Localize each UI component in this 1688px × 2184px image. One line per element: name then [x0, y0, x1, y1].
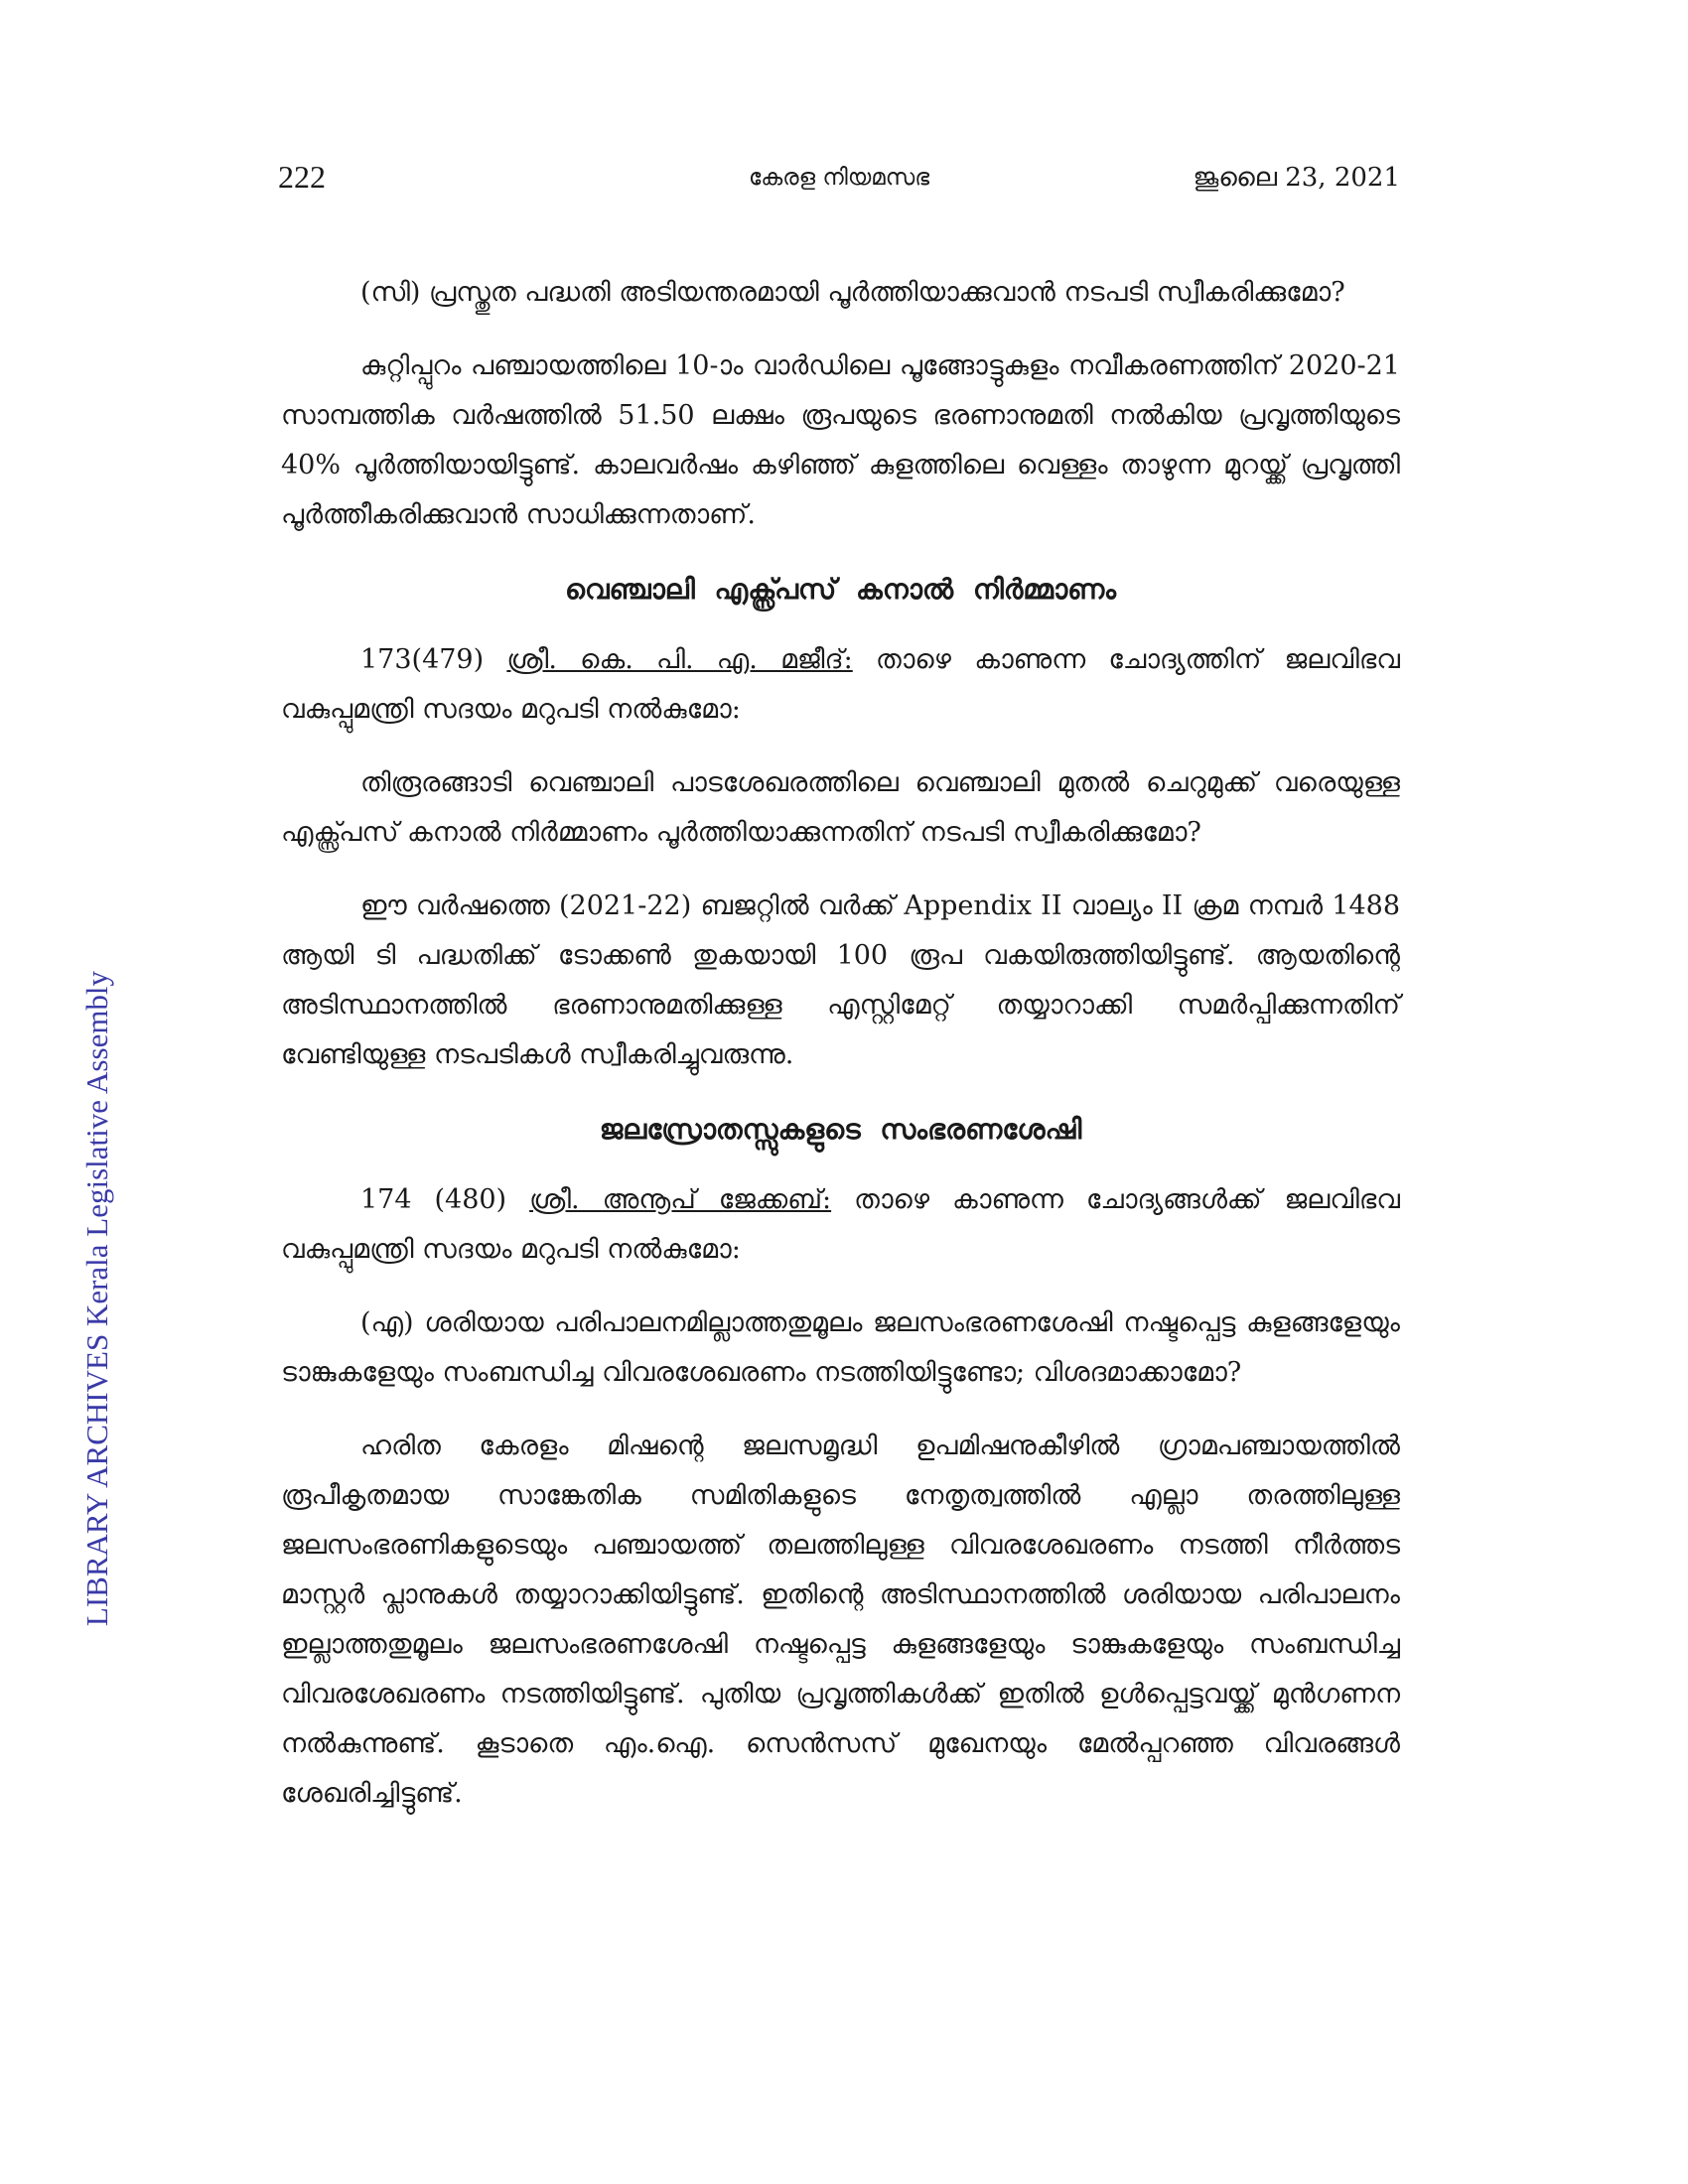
page-body — [281, 268, 1400, 1843]
question-intro: താഴെ കാണുന്ന ചോദ്യത്തിന് ജലവിഭവ വകുപ്പുമന്ത്രി സദയം മറുപടി നൽകുമോ: — [281, 644, 1400, 725]
paragraph-question-c: (സി) പ്രസ്തുത പദ്ധതി അടിയന്തരമായി പൂർത്തിയാക്കുവാൻ നടപടി സ്വീകരിക്കുമോ? — [360, 277, 1345, 308]
question-number: 173(479) — [360, 644, 485, 675]
page-header — [278, 159, 1400, 208]
member-name: ശ്രീ. അനൂപ് ജേക്കബ്: — [529, 1184, 832, 1215]
archive-watermark: LIBRARY ARCHIVES Kerala Legislative Assembly — [79, 970, 114, 1627]
question-number: 174 (480) — [360, 1184, 507, 1215]
section-heading-canal: വെഞ്ചാലി എക്സ്പ്രസ് കനാൽ നിർമ്മാണം — [564, 573, 1117, 606]
question-173 — [281, 635, 1400, 735]
question-174 — [281, 1175, 1400, 1275]
paragraph-answer-canal: ഈ വർഷത്തെ (2021-22) ബജറ്റിൽ വർക്ക് Appendix II വാല്യം II ക്രമ നമ്പർ 1488 ആയി ടി പദ്ധതിക്ക് ടോക്കൺ തുകയായി 100 രൂപ വകയിരുത്തിയിട്ടുണ്ട്. ആയതിന്റെ അടിസ്ഥാനത്തിൽ ഭരണാനുമതിക്കുള്ള എസ്റ്റിമേറ്റ് തയ്യാറാക്കി സമർപ്പിക്കുന്നതിന് വേണ്ടിയുള്ള നടപടികൾ സ്വീകരിച്ചുവരുന്നു. — [281, 890, 1400, 1070]
member-name: ശ്രീ. കെ. പി. എ. മജീദ്: — [506, 644, 853, 675]
paragraph-question-a: (എ) ശരിയായ പരിപാലനമില്ലാത്തതുമൂലം ജലസംഭരണശേഷി നഷ്ടപ്പെട്ട കുളങ്ങളേയും ടാങ്കുകളേയും സംബന്ധിച്ച വിവരശേഖരണം നടത്തിയിട്ടുണ്ടോ; വിശദമാക്കാമോ? — [281, 1307, 1400, 1388]
header-date: ജൂലൈ 23, 2021 — [1193, 163, 1400, 193]
header-title: കേരള നിയമസഭ — [748, 165, 930, 191]
paragraph-question-canal: തിരൂരങ്ങാടി വെഞ്ചാലി പാടശേഖരത്തിലെ വെഞ്ചാലി മുതൽ ചെറുമുക്ക് വരെയുള്ള എക്സ്പ്രസ് കനാൽ നിർമ്മാണം പൂർത്തിയാക്കുന്നതിന് നടപടി സ്വീകരിക്കുമോ? — [281, 767, 1400, 848]
paragraph-answer-storage: ഹരിത കേരളം മിഷന്റെ ജലസമൃദ്ധി ഉപമിഷനുകീഴിൽ ഗ്രാമപഞ്ചായത്തിൽ രൂപീകൃതമായ സാങ്കേതിക സമിതികളുടെ നേതൃത്വത്തിൽ എല്ലാ തരത്തിലുള്ള ജലസംഭരണികളുടെയും പഞ്ചായത്ത് തലത്തിലുള്ള വിവരശേഖരണം നടത്തി നീർത്തട മാസ്റ്റർ പ്ലാനുകൾ തയ്യാറാക്കിയിട്ടുണ്ട്. ഇതിന്റെ അടിസ്ഥാനത്തിൽ ശരിയായ പരിപാലനം ഇല്ലാത്തതുമൂലം ജലസംഭരണശേഷി നഷ്ടപ്പെട്ട കുളങ്ങളേയും ടാങ്കുകളേയും സംബന്ധിച്ച വിവരശേഖരണം നടത്തിയിട്ടുണ്ട്. പുതിയ പ്രവൃത്തികൾക്ക് ഇതിൽ ഉൾപ്പെട്ടവയ്ക്ക് മുൻഗണന നൽകുന്നുണ്ട്. കൂടാതെ എം.ഐ. സെൻസസ് മുഖേനയും മേൽപ്പറഞ്ഞ വിവരങ്ങൾ ശേഖരിച്ചിട്ടുണ്ട്. — [281, 1431, 1400, 1809]
section-heading-water-sources: ജലസ്രോതസ്സുകളുടെ സംഭരണശേഷി — [599, 1113, 1082, 1146]
paragraph-answer-pond: കുറ്റിപ്പുറം പഞ്ചായത്തിലെ 10-ാം വാർഡിലെ പൂങ്ങോട്ടുകുളം നവീകരണത്തിന് 2020-21 സാമ്പത്തിക വർഷത്തിൽ 51.50 ലക്ഷം രൂപയുടെ ഭരണാനുമതി നൽകിയ പ്രവൃത്തിയുടെ 40% പൂർത്തിയായിട്ടുണ്ട്. കാലവർഷം കഴിഞ്ഞ് കുളത്തിലെ വെള്ളം താഴുന്ന മുറയ്ക്ക് പ്രവൃത്തി പൂർത്തീകരിക്കുവാൻ സാധിക്കുന്നതാണ്. — [281, 350, 1400, 530]
question-intro: താഴെ കാണുന്ന ചോദ്യങ്ങൾക്ക് ജലവിഭവ വകുപ്പുമന്ത്രി സദയം മറുപടി നൽകുമോ: — [281, 1184, 1400, 1265]
page-number: 222 — [278, 159, 326, 195]
